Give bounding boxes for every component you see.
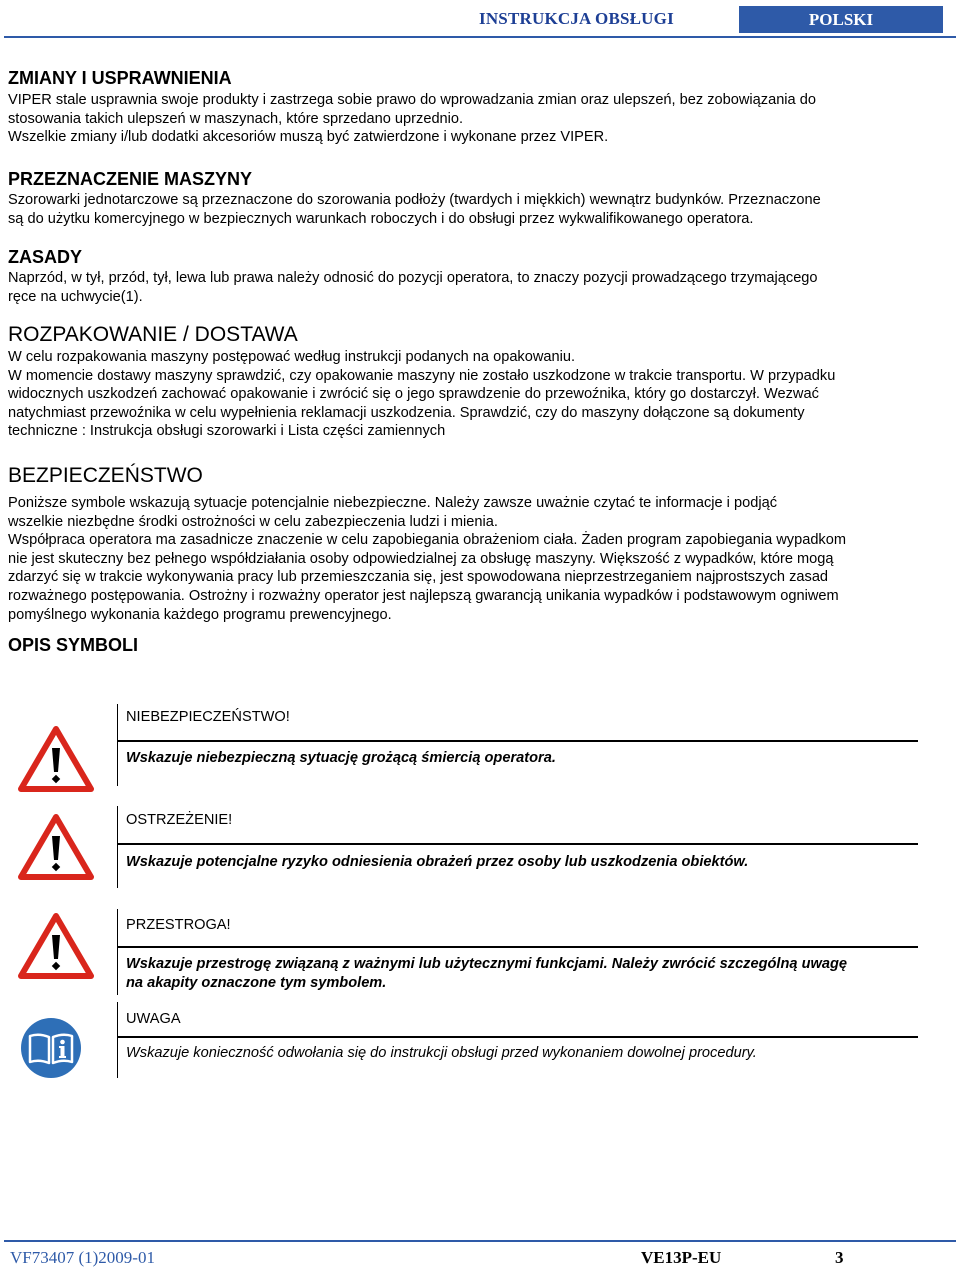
purpose-line: Szorowarki jednotarczowe są przeznaczone do szorowania podłoży (twardych i miękkich) wewnątrz budynków. Przeznaczone	[8, 192, 821, 208]
rules-line: ręce na uchwycie(1).	[8, 288, 143, 305]
rules-text	[8, 269, 956, 306]
doc-code: VF73407 (1)2009-01	[10, 1248, 155, 1267]
unpacking-line: techniczne : Instrukcja obsługi szorowarki i Lista części zamiennych	[8, 423, 446, 440]
symbol-divider	[117, 1002, 118, 1078]
symbol-title-caution: PRZESTROGA!	[126, 917, 231, 933]
manual-title: INSTRUKCJA OBSŁUGI	[479, 9, 674, 28]
manual-book-info-icon	[20, 1017, 82, 1084]
warning-triangle-icon	[18, 913, 94, 984]
safety-text	[8, 494, 956, 624]
symbol-title-warning: OSTRZEŻENIE!	[126, 812, 233, 828]
safety-line: wszelkie niezbędne środki ostrożności w celu zabezpieczenia ludzi i mienia.	[8, 513, 498, 530]
unpacking-line: W momencie dostawy maszyny sprawdzić, czy opakowanie maszyny nie zostało uszkodzone w trakcie transportu. W przypadku	[8, 367, 836, 384]
language-label: POLSKI	[739, 6, 943, 33]
purpose-heading: PRZEZNACZENIE MASZYNY	[8, 169, 253, 189]
changes-line: VIPER stale usprawnia swoje produkty i zastrzega sobie prawo do wprowadzania zmian oraz ulepszeń, bez zobowiązania do	[8, 92, 816, 108]
symbol-desc-danger: Wskazuje niebezpieczną sytuację grożącą śmiercią operatora.	[126, 750, 556, 766]
unpacking-line: natychmiast przewoźnika w celu wypełnienia reklamacji uszkodzenia. Sprawdzić, czy do maszyny dołączone są dokumenty	[8, 404, 805, 421]
warning-triangle-icon	[18, 726, 94, 797]
symbol-divider	[117, 909, 118, 995]
symbol-rule	[118, 740, 918, 742]
safety-line: rozważnego postępowania. Ostrożny i rozważny operator jest najlepszą gwarancją unikania wypadków i podstawowym ogniwem	[8, 587, 839, 604]
caution-line: Wskazuje przestrogę związaną z ważnymi lub użytecznymi funkcjami. Należy zwrócić szczególną uwagę	[126, 956, 847, 972]
symbol-divider	[117, 704, 118, 786]
header-rule	[4, 36, 956, 38]
safety-line: Poniższe symbole wskazują sytuacje potencjalnie niebezpieczne. Należy zawsze uważnie czytać te informacje i podjąć	[8, 495, 777, 511]
model-code: VE13P-EU	[641, 1248, 722, 1267]
caution-line: na akapity oznaczone tym symbolem.	[126, 974, 387, 991]
changes-line: Wszelkie zmiany i/lub dodatki akcesoriów muszą być zatwierdzone i wykonane przez VIPER.	[8, 129, 609, 146]
symbol-desc-note: Wskazuje konieczność odwołania się do instrukcji obsługi przed wykonaniem dowolnej procedury.	[126, 1045, 757, 1061]
safety-heading: BEZPIECZEŃSTWO	[8, 464, 203, 487]
symbol-rule	[118, 946, 918, 948]
purpose-line: są do użytku komercyjnego w bezpiecznych warunkach roboczych i do obsługi przez wykwalifikowanego operatora.	[8, 210, 754, 227]
page-number: 3	[835, 1248, 844, 1267]
symbol-title-note: UWAGA	[126, 1011, 181, 1027]
warning-triangle-icon	[18, 814, 94, 885]
changes-line: stosowania takich ulepszeń w maszynach, które sprzedano uprzednio.	[8, 110, 464, 127]
symbol-title-danger: NIEBEZPIECZEŃSTWO!	[126, 709, 290, 725]
safety-line: pomyślnego wykonania każdego programu prewencyjnego.	[8, 606, 392, 623]
unpacking-heading: ROZPAKOWANIE / DOSTAWA	[8, 323, 298, 346]
rules-line: Naprzód, w tył, przód, tył, lewa lub prawa należy odnosić do pozycji operatora, to znaczy pozycji prowadzącego trzymającego	[8, 270, 818, 286]
symbol-rule	[118, 843, 918, 845]
safety-line: nie jest skuteczny bez pełnego współdziałania osoby odpowiedzialnej za obsługę maszyny. Większość z wypadków, które mogą	[8, 550, 834, 567]
unpacking-line: W celu rozpakowania maszyny postępować według instrukcji podanych na opakowaniu.	[8, 349, 576, 365]
rules-heading: ZASADY	[8, 247, 83, 267]
symbol-desc-warning: Wskazuje potencjalne ryzyko odniesienia obrażeń przez osoby lub uszkodzenia obiektów.	[126, 854, 749, 870]
unpacking-text	[8, 348, 956, 441]
unpacking-line: widocznych uszkodzeń zachować opakowanie i zwrócić się o jego sprawdzenie do przewoźnika, który go dostarczył. Wezwać	[8, 386, 819, 403]
footer-rule	[4, 1240, 956, 1242]
symbol-desc-caution	[126, 955, 926, 992]
changes-text	[8, 91, 956, 147]
safety-line: zdarzyć się w trakcie wykonywania pracy lub przemieszczania się, jest spowodowana nieprzestrzeganiem najprostszych zasad	[8, 569, 829, 586]
safety-line: Współpraca operatora ma zasadnicze znaczenie w celu zapobiegania obrażeniom ciała. Żaden program zapobiegania wypadkom	[8, 532, 847, 549]
symbol-rule	[118, 1036, 918, 1038]
purpose-text	[8, 191, 956, 228]
symbol-divider	[117, 806, 118, 888]
changes-heading: ZMIANY I USPRAWNIENIA	[8, 68, 232, 88]
symbols-heading: OPIS SYMBOLI	[8, 635, 139, 655]
